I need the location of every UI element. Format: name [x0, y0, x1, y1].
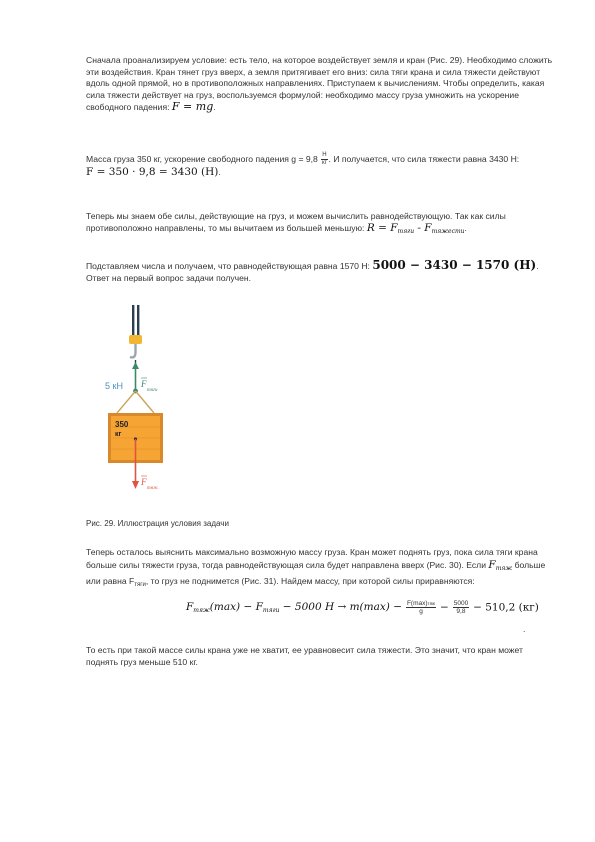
paragraph-text: То есть при такой массе силы крана уже не хватит, ее уравновесит сила тяжести. Это значит, что кран может поднять груз меньше 510 кг.	[86, 645, 523, 667]
formula-fraction	[453, 600, 469, 615]
formula-max-mass	[186, 600, 556, 617]
paragraph-intro	[86, 55, 556, 114]
force-magnitude-label: 5 кН	[105, 381, 123, 391]
formula-part: F	[186, 601, 194, 614]
sling-right	[136, 391, 155, 413]
punctuation: .	[523, 624, 526, 634]
formula-subtraction: 5000 − 3430 − 1570 (Н)	[372, 258, 537, 272]
figure-caption: Рис. 29. Иллюстрация условия задачи	[86, 519, 229, 528]
paragraph-resultant	[86, 211, 556, 237]
fraction-denominator: кг	[321, 160, 327, 166]
paragraph-text: Теперь осталось выяснить максимально возможную массу груза. Кран может поднять груз, пока сила тяги крана больше силы тяжести груза, тогда равнодействующая сила будет направлена вверх (Рис. 30). Если	[86, 547, 538, 570]
force-up-label: F	[141, 379, 147, 389]
formula-fraction	[406, 600, 436, 615]
paragraph-text: Ответ на первый вопрос задачи получен.	[86, 272, 252, 283]
formula-part: - F	[414, 221, 432, 234]
paragraph-text: Подставляем числа и получаем, что равнодействующая равна 1570 Н:	[86, 261, 370, 271]
cable-right	[137, 305, 139, 337]
formula-subscript: тяж	[495, 565, 513, 572]
unit-fraction	[321, 152, 327, 167]
fraction-denominator: g	[419, 608, 423, 615]
paragraph-gravity	[86, 152, 556, 179]
formula-subscript: тяж	[193, 607, 210, 615]
formula-subscript: тяги	[397, 227, 415, 235]
hook-block	[129, 335, 142, 344]
paragraph-conclusion	[86, 645, 556, 668]
force-up-subscript: тяги	[147, 388, 158, 393]
paragraph-text: Масса груза 350 кг, ускорение свободного падения g = 9,8	[86, 153, 318, 164]
fraction-numerator: 5000	[453, 600, 469, 607]
punctuation: .	[464, 222, 467, 233]
inline-formula-ftyazh	[488, 559, 512, 571]
paragraph-max-mass	[86, 546, 556, 592]
punctuation: .	[218, 167, 221, 177]
formula-subscript: тяги	[262, 607, 280, 615]
fraction-numerator: Н	[322, 152, 327, 158]
paragraph-substitute	[86, 260, 556, 284]
paragraph-text: , то груз не поднимется (Рис. 31). Найдем массу, при которой силы приравняются:	[145, 576, 475, 586]
formula-part: F	[488, 559, 496, 571]
paragraph-text: . И получается, что сила тяжести равна 3430 Н:	[328, 153, 520, 164]
arrow-up-icon	[132, 362, 139, 369]
force-down-subscript: тяж.	[147, 486, 159, 491]
force-down-label: F	[141, 477, 147, 487]
hook-icon	[130, 344, 136, 357]
crate-mass-label: 350	[115, 420, 129, 429]
formula-f-mg: F = mg	[171, 100, 214, 114]
paragraph-text: больше или равна F	[86, 560, 546, 586]
formula-part: − 510,2 (кг)	[473, 601, 539, 614]
formula-part: R = F	[366, 221, 398, 234]
formula-resultant	[367, 222, 465, 234]
formula-part: (max) − F	[209, 601, 263, 614]
formula-subscript: тяжести	[431, 227, 465, 235]
sling-left	[117, 391, 136, 413]
formula-part: − 5000 Н → m(max) −	[279, 601, 403, 614]
fraction-denominator: 9,8	[456, 608, 466, 615]
punctuation: .	[536, 261, 539, 271]
cable-left	[132, 305, 134, 337]
text-subscript: тяги	[134, 582, 146, 588]
paragraph-text: Сначала проанализируем условие: есть тело, на которое воздействует земля и кран (Рис. 29). Необходимо сложить эти воздействия. Кран тянет груз вверх, а земля притягивает его вниз: сила тяги крана и сила тяжести действуют вдоль одной прямой, но в противоположных направлениях. Приступаем к вычислениям. Чтобы определить, какая сила тяжести действует на груз, воспользуемся формулой: необходимо массу груза умножить на ускорение свободного падения:	[86, 55, 553, 113]
paragraph-text: Теперь мы знаем обе силы, действующие на груз, и можем вычислить равнодействующую. Так как силы противоположно направлены, то мы вычитаем из большей меньшую:	[86, 211, 506, 233]
formula-part: F(max)	[406, 600, 428, 607]
crane-load-illustration	[95, 305, 205, 505]
formula-part: −	[439, 601, 449, 614]
fraction-numerator	[406, 600, 436, 608]
formula-gravity-calc: F = 350 · 9,8 = 3430 (Н)	[86, 166, 219, 178]
formula-subscript: тяж	[427, 601, 436, 606]
crate-unit-label: кг	[115, 431, 122, 438]
punctuation: .	[213, 102, 216, 113]
arrow-down-icon	[132, 481, 139, 489]
